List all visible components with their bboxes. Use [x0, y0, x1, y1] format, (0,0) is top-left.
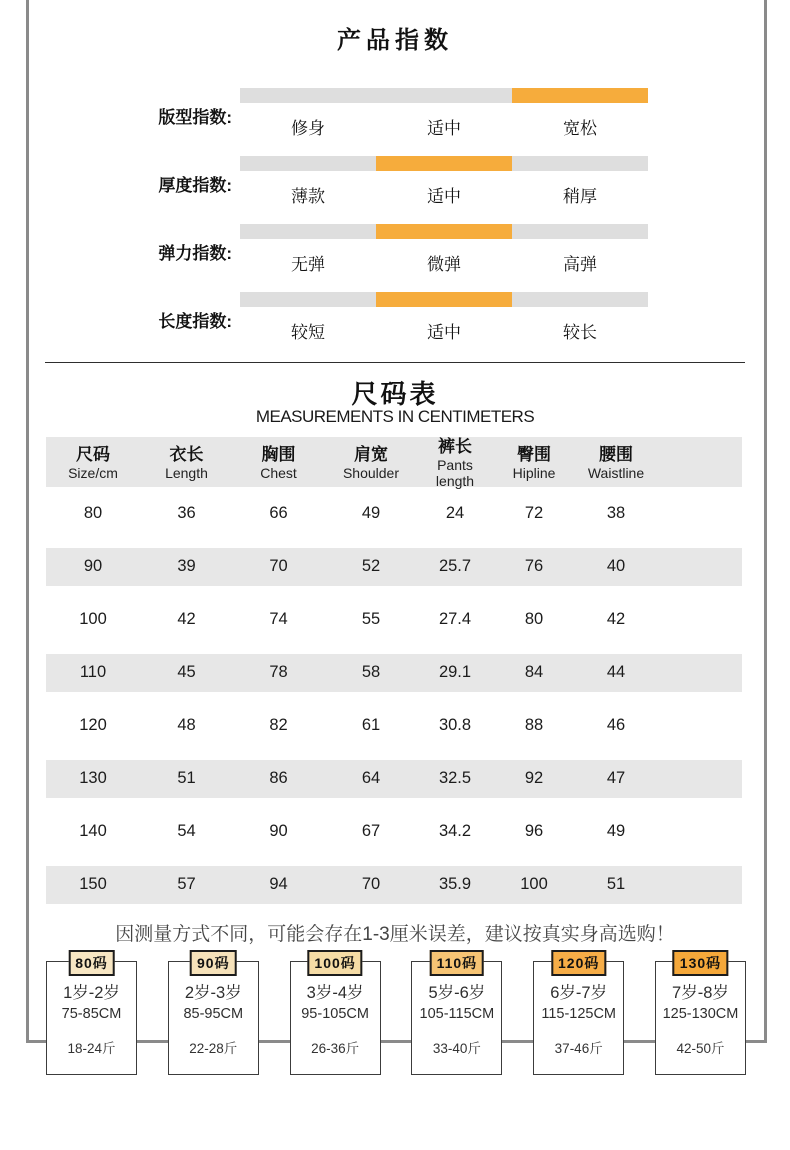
- column-header-zh: 衣长: [169, 445, 204, 465]
- size-card-weight-range: 22-28斤: [189, 1041, 238, 1056]
- table-cell: 150: [79, 875, 107, 893]
- index-row: [0, 88, 790, 156]
- product-index-title: 产品指数: [337, 27, 453, 54]
- index-option: 稍厚: [563, 187, 597, 206]
- size-chart-title: 尺码表: [351, 379, 439, 409]
- table-cell: 47: [606, 769, 626, 787]
- table-cell: 40: [606, 557, 626, 575]
- column-header-zh: 臀围: [517, 445, 551, 465]
- table-cell: 90: [269, 822, 288, 840]
- bar-segment: [512, 88, 648, 103]
- bar-segment: [512, 224, 648, 239]
- size-card-tag: 100码: [307, 950, 362, 976]
- index-bar: [240, 292, 648, 307]
- bar-segment: [240, 88, 376, 103]
- table-cell: 120: [79, 716, 107, 734]
- table-cell: 61: [361, 716, 381, 734]
- table-cell: 54: [177, 822, 196, 840]
- table-cell: 55: [361, 610, 381, 628]
- column-header: [140, 443, 233, 481]
- size-card-tag: 90码: [190, 950, 237, 976]
- table-cell: 74: [269, 610, 288, 628]
- bar-segment: [512, 292, 648, 307]
- table-cell: 34.2: [438, 822, 472, 840]
- table-cell: 51: [606, 875, 626, 893]
- size-card-age-range: 3岁-4岁: [306, 984, 364, 1002]
- size-cards: [46, 955, 746, 1075]
- column-header-en: Chest: [260, 464, 297, 481]
- size-card: [168, 955, 259, 1075]
- table-cell: 80: [524, 610, 544, 628]
- table-cell: 44: [606, 663, 626, 681]
- size-card-age-range: 6岁-7岁: [550, 984, 608, 1002]
- table-cell: 86: [269, 769, 288, 787]
- table-cell: 48: [177, 716, 196, 734]
- column-header-en: Size/cm: [68, 464, 118, 481]
- size-card: [46, 955, 137, 1075]
- table-cell: 49: [606, 822, 626, 840]
- table-cell: 82: [269, 716, 288, 734]
- size-card: [655, 955, 746, 1075]
- table-cell: 72: [524, 504, 544, 522]
- column-header-en: Waistline: [587, 464, 645, 481]
- size-card-weight-range: 26-36斤: [311, 1041, 360, 1056]
- column-header: [46, 443, 140, 481]
- index-option: 无弹: [291, 255, 325, 274]
- index-bar: [240, 224, 648, 239]
- table-cell: 46: [606, 716, 626, 734]
- table-cell: 30.8: [438, 716, 472, 734]
- table-cell: 84: [524, 663, 544, 681]
- size-card-height-range: 75-85CM: [61, 1006, 122, 1022]
- bar-segment: [376, 88, 512, 103]
- column-header-en: Shoulder: [342, 464, 400, 481]
- table-cell: 66: [269, 504, 288, 522]
- table-row: [46, 487, 742, 540]
- size-card: [533, 955, 624, 1075]
- index-option: 薄款: [291, 187, 325, 206]
- table-cell: 80: [83, 504, 103, 522]
- table-cell: 32.5: [438, 769, 472, 787]
- size-card-tag: 80码: [68, 950, 115, 976]
- size-card-weight-range: 42-50斤: [676, 1041, 725, 1056]
- index-options: [240, 114, 648, 139]
- table-cell: 78: [269, 663, 288, 681]
- table-cell: 39: [177, 557, 196, 575]
- size-card-height-range: 95-105CM: [301, 1006, 369, 1022]
- table-row: [46, 858, 742, 911]
- bar-segment: [376, 224, 512, 239]
- size-card: [290, 955, 381, 1075]
- index-row-label: 厚度指数:: [158, 176, 232, 195]
- column-header: [324, 443, 418, 481]
- size-card-age-range: 5岁-6岁: [428, 984, 486, 1002]
- table-cell: 88: [524, 716, 544, 734]
- size-card-age-range: 7岁-8岁: [672, 984, 729, 1002]
- index-option: 修身: [291, 119, 325, 138]
- table-cell: 35.9: [438, 875, 472, 893]
- product-index-rows: [0, 88, 790, 360]
- table-cell: 92: [524, 769, 544, 787]
- index-option: 较短: [291, 323, 325, 342]
- size-card-tag: 130码: [673, 950, 728, 976]
- index-bar: [240, 88, 648, 103]
- table-cell: 64: [361, 769, 381, 787]
- column-header-en: Hipline: [512, 464, 556, 481]
- table-cell: 51: [177, 769, 196, 787]
- table-cell: 70: [361, 875, 381, 893]
- table-cell: 94: [269, 875, 288, 893]
- table-row: [46, 805, 742, 858]
- bar-segment: [376, 156, 512, 171]
- size-card-tag: 110码: [430, 950, 485, 976]
- column-header-zh: 胸围: [261, 445, 296, 465]
- index-option: 适中: [427, 119, 461, 138]
- size-card-age-range: 2岁-3岁: [184, 984, 242, 1002]
- table-cell: 24: [445, 504, 465, 522]
- size-card-weight-range: 37-46斤: [554, 1041, 603, 1056]
- size-card-weight-range: 18-24斤: [67, 1041, 116, 1056]
- table-cell: 76: [524, 557, 544, 575]
- table-cell: 29.1: [438, 663, 472, 681]
- size-card-age-range: 1岁-2岁: [63, 984, 120, 1002]
- index-options: [240, 318, 648, 343]
- table-row: [46, 646, 742, 699]
- table-cell: 52: [361, 557, 381, 575]
- table-cell: 90: [83, 557, 103, 575]
- size-card-weight-range: 33-40斤: [432, 1041, 481, 1056]
- table-cell: 58: [361, 663, 381, 681]
- column-header: [418, 435, 492, 489]
- bar-segment: [240, 292, 376, 307]
- index-option: 高弹: [563, 255, 597, 274]
- table-cell: 140: [79, 822, 107, 840]
- index-row: [0, 156, 790, 224]
- table-cell: 42: [606, 610, 626, 628]
- section-divider: [45, 362, 745, 363]
- table-cell: 67: [361, 822, 381, 840]
- index-row-label: 版型指数:: [158, 108, 232, 127]
- column-header: [492, 443, 576, 481]
- table-cell: 38: [606, 504, 626, 522]
- column-header: [233, 443, 324, 481]
- index-row: [0, 292, 790, 360]
- bar-segment: [512, 156, 648, 171]
- index-option: 适中: [427, 323, 461, 342]
- index-options: [240, 182, 648, 207]
- size-table-body: [46, 487, 742, 911]
- size-card-height-range: 115-125CM: [541, 1006, 617, 1022]
- index-row: [0, 224, 790, 292]
- table-cell: 110: [79, 663, 107, 681]
- size-table: [46, 437, 742, 911]
- column-header-zh: 腰围: [599, 445, 633, 465]
- table-row: [46, 540, 742, 593]
- index-option: 微弹: [427, 255, 461, 274]
- table-row: [46, 699, 742, 752]
- index-bar: [240, 156, 648, 171]
- index-option: 较长: [563, 323, 597, 342]
- index-option: 宽松: [563, 119, 597, 138]
- index-row-label: 弹力指数:: [158, 244, 232, 263]
- table-row: [46, 593, 742, 646]
- table-cell: 130: [79, 769, 107, 787]
- table-cell: 45: [177, 663, 196, 681]
- index-option: 适中: [427, 187, 461, 206]
- table-cell: 100: [79, 610, 107, 628]
- size-card-height-range: 125-130CM: [662, 1006, 739, 1022]
- index-options: [240, 250, 648, 275]
- bar-segment: [240, 224, 376, 239]
- table-cell: 57: [177, 875, 196, 893]
- bar-segment: [376, 292, 512, 307]
- table-cell: 42: [177, 610, 196, 628]
- column-header-zh: 肩宽: [354, 445, 388, 465]
- column-header-zh: 裤长: [438, 437, 472, 457]
- table-cell: 100: [520, 875, 548, 893]
- column-header-en: Pants length: [435, 456, 475, 489]
- bar-segment: [240, 156, 376, 171]
- column-header-zh: 尺码: [76, 445, 110, 465]
- table-cell: 96: [524, 822, 544, 840]
- size-table-header: [46, 437, 742, 487]
- table-row: [46, 752, 742, 805]
- table-cell: 36: [177, 504, 196, 522]
- size-card-height-range: 85-95CM: [183, 1006, 244, 1022]
- table-cell: 27.4: [438, 610, 472, 628]
- table-cell: 25.7: [438, 557, 472, 575]
- size-card: [411, 955, 502, 1075]
- column-header: [576, 443, 656, 481]
- size-chart-subtitle: MEASUREMENTS IN CENTIMETERS: [255, 407, 535, 426]
- table-cell: 49: [361, 504, 381, 522]
- size-card-tag: 120码: [551, 950, 606, 976]
- table-cell: 70: [269, 557, 288, 575]
- index-row-label: 长度指数:: [158, 312, 232, 331]
- size-card-height-range: 105-115CM: [419, 1006, 495, 1022]
- measurement-note: 因测量方式不同，可能会存在1-3厘米误差，建议按真实身高选购！: [115, 924, 675, 945]
- column-header-en: Length: [165, 464, 208, 481]
